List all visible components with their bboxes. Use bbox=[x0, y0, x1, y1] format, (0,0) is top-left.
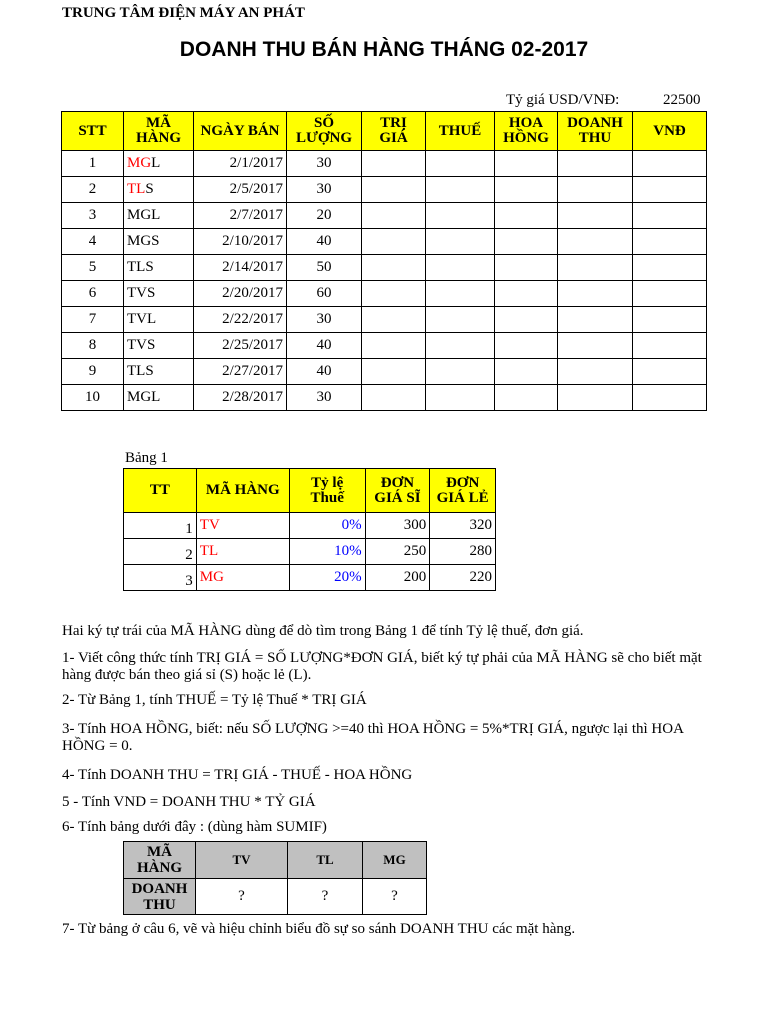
bang1-cell-don-gia-si[interactable]: 300 bbox=[365, 513, 430, 539]
cell-doanh-thu[interactable] bbox=[558, 307, 633, 333]
cell-ma-hang[interactable]: TLS bbox=[124, 359, 194, 385]
cell-stt[interactable]: 1 bbox=[62, 151, 124, 177]
cell-hoa-hong[interactable] bbox=[495, 151, 558, 177]
bang1-header-don-gia-si: ĐƠN GIÁ SĨ bbox=[365, 469, 430, 513]
cell-doanh-thu[interactable] bbox=[558, 255, 633, 281]
cell-hoa-hong[interactable] bbox=[495, 385, 558, 411]
table-row bbox=[62, 359, 707, 385]
bang1-row bbox=[124, 513, 496, 539]
cell-thue[interactable] bbox=[426, 385, 495, 411]
cell-ngay-ban[interactable]: 2/25/2017 bbox=[194, 333, 287, 359]
summary-row-header-doanh-thu: DOANH THU bbox=[124, 879, 196, 915]
cell-ma-hang[interactable]: MGS bbox=[124, 229, 194, 255]
instruction-2: 2- Từ Bảng 1, tính THUẾ = Tỷ lệ Thuế * TRỊ GIÁ bbox=[62, 692, 367, 708]
bang1-cell-don-gia-si[interactable]: 200 bbox=[365, 565, 430, 591]
summary-col-tl: TL bbox=[288, 842, 363, 879]
sales-table bbox=[61, 111, 707, 411]
bang1-cell-ty-le[interactable]: 10% bbox=[289, 539, 365, 565]
instruction-1: 1- Viết công thức tính TRỊ GIÁ = SỐ LƯỢNG*ĐƠN GIÁ, biết ký tự phải của MÃ HÀNG sẽ cho biết mặt hàng được bán theo giá sỉ (S) hoặc lẻ (L). bbox=[62, 650, 702, 683]
cell-doanh-thu[interactable] bbox=[558, 203, 633, 229]
cell-so-luong[interactable]: 30 bbox=[287, 385, 362, 411]
cell-thue[interactable] bbox=[426, 255, 495, 281]
cell-vnd[interactable] bbox=[633, 333, 707, 359]
bang1-label: Bảng 1 bbox=[125, 450, 168, 466]
cell-vnd[interactable] bbox=[633, 203, 707, 229]
cell-hoa-hong[interactable] bbox=[495, 229, 558, 255]
cell-stt[interactable]: 3 bbox=[62, 203, 124, 229]
cell-stt[interactable]: 2 bbox=[62, 177, 124, 203]
cell-tri-gia[interactable] bbox=[362, 385, 426, 411]
table-row bbox=[62, 203, 707, 229]
table-row bbox=[62, 151, 707, 177]
cell-thue[interactable] bbox=[426, 229, 495, 255]
instruction-6: 6- Tính bảng dưới đây : (dùng hàm SUMIF) bbox=[62, 819, 327, 835]
cell-tri-gia[interactable] bbox=[362, 203, 426, 229]
cell-ngay-ban[interactable]: 2/14/2017 bbox=[194, 255, 287, 281]
cell-vnd[interactable] bbox=[633, 307, 707, 333]
cell-thue[interactable] bbox=[426, 177, 495, 203]
summary-row-header-ma-hang: MÃ HÀNG bbox=[124, 842, 196, 879]
cell-ma-hang[interactable]: TVL bbox=[124, 307, 194, 333]
cell-tri-gia[interactable] bbox=[362, 307, 426, 333]
cell-so-luong[interactable]: 40 bbox=[287, 333, 362, 359]
cell-ngay-ban[interactable]: 2/28/2017 bbox=[194, 385, 287, 411]
bang1-header-ma-hang: MÃ HÀNG bbox=[196, 469, 289, 513]
cell-vnd[interactable] bbox=[633, 229, 707, 255]
cell-ngay-ban[interactable]: 2/27/2017 bbox=[194, 359, 287, 385]
company-name: TRUNG TÂM ĐIỆN MÁY AN PHÁT bbox=[62, 5, 305, 21]
cell-thue[interactable] bbox=[426, 307, 495, 333]
summary-col-mg: MG bbox=[363, 842, 427, 879]
header-ma-hang: MÃ HÀNG bbox=[124, 112, 194, 151]
instruction-7: 7- Từ bảng ở câu 6, vẽ và hiệu chỉnh biểu đồ sự so sánh DOANH THU các mặt hàng. bbox=[62, 921, 576, 937]
cell-stt[interactable]: 9 bbox=[62, 359, 124, 385]
cell-ma-hang[interactable]: TLS bbox=[124, 255, 194, 281]
header-hoa-hong: HOA HỒNG bbox=[495, 112, 558, 151]
cell-ngay-ban[interactable]: 2/5/2017 bbox=[194, 177, 287, 203]
cell-vnd[interactable] bbox=[633, 255, 707, 281]
table-row bbox=[62, 333, 707, 359]
cell-so-luong[interactable]: 60 bbox=[287, 281, 362, 307]
bang1-table bbox=[123, 468, 496, 591]
bang1-cell-ty-le[interactable]: 20% bbox=[289, 565, 365, 591]
cell-so-luong[interactable]: 20 bbox=[287, 203, 362, 229]
cell-ngay-ban[interactable]: 2/20/2017 bbox=[194, 281, 287, 307]
cell-vnd[interactable] bbox=[633, 151, 707, 177]
instruction-5: 5 - Tính VND = DOANH THU * TỶ GIÁ bbox=[62, 794, 316, 810]
bang1-cell-don-gia-le[interactable]: 320 bbox=[430, 513, 496, 539]
summary-col-tv: TV bbox=[196, 842, 288, 879]
table-row bbox=[62, 229, 707, 255]
cell-hoa-hong[interactable] bbox=[495, 255, 558, 281]
cell-so-luong[interactable]: 30 bbox=[287, 177, 362, 203]
cell-stt[interactable]: 10 bbox=[62, 385, 124, 411]
table-row bbox=[62, 177, 707, 203]
bang1-cell-don-gia-si[interactable]: 250 bbox=[365, 539, 430, 565]
cell-so-luong[interactable]: 30 bbox=[287, 151, 362, 177]
cell-doanh-thu[interactable] bbox=[558, 385, 633, 411]
bang1-cell-ma-hang[interactable]: TL bbox=[196, 539, 289, 565]
table-row bbox=[62, 385, 707, 411]
exchange-rate-label: Tỷ giá USD/VNĐ: bbox=[506, 92, 620, 108]
cell-doanh-thu[interactable] bbox=[558, 281, 633, 307]
summary-value-row bbox=[124, 879, 427, 915]
bang1-cell-tt[interactable]: 2 bbox=[124, 539, 197, 565]
summary-value-tl[interactable]: ? bbox=[288, 879, 363, 915]
cell-stt[interactable]: 6 bbox=[62, 281, 124, 307]
header-doanh-thu: DOANH THU bbox=[558, 112, 633, 151]
cell-ma-hang[interactable]: MGL bbox=[124, 151, 194, 177]
cell-vnd[interactable] bbox=[633, 359, 707, 385]
cell-ngay-ban[interactable]: 2/7/2017 bbox=[194, 203, 287, 229]
cell-ngay-ban[interactable]: 2/1/2017 bbox=[194, 151, 287, 177]
cell-so-luong[interactable]: 40 bbox=[287, 229, 362, 255]
summary-header-row bbox=[124, 842, 427, 879]
cell-ngay-ban[interactable]: 2/10/2017 bbox=[194, 229, 287, 255]
bang1-row bbox=[124, 539, 496, 565]
cell-ngay-ban[interactable]: 2/22/2017 bbox=[194, 307, 287, 333]
cell-vnd[interactable] bbox=[633, 281, 707, 307]
cell-thue[interactable] bbox=[426, 151, 495, 177]
cell-doanh-thu[interactable] bbox=[558, 359, 633, 385]
table-row bbox=[62, 255, 707, 281]
header-ngay-ban: NGÀY BÁN bbox=[194, 112, 287, 151]
bang1-header-tt: TT bbox=[124, 469, 197, 513]
exchange-rate-value: 22500 bbox=[663, 92, 701, 108]
cell-stt[interactable]: 8 bbox=[62, 333, 124, 359]
cell-so-luong[interactable]: 40 bbox=[287, 359, 362, 385]
cell-so-luong[interactable]: 50 bbox=[287, 255, 362, 281]
summary-table bbox=[123, 841, 427, 915]
cell-doanh-thu[interactable] bbox=[558, 151, 633, 177]
bang1-header-don-gia-le: ĐƠN GIÁ LẺ bbox=[430, 469, 496, 513]
bang1-cell-tt[interactable]: 1 bbox=[124, 513, 197, 539]
cell-hoa-hong[interactable] bbox=[495, 203, 558, 229]
cell-stt[interactable]: 5 bbox=[62, 255, 124, 281]
cell-tri-gia[interactable] bbox=[362, 229, 426, 255]
cell-thue[interactable] bbox=[426, 359, 495, 385]
sales-table-header bbox=[62, 112, 707, 151]
table-row bbox=[62, 281, 707, 307]
bang1-cell-ma-hang[interactable]: MG bbox=[196, 565, 289, 591]
cell-stt[interactable]: 4 bbox=[62, 229, 124, 255]
bang1-cell-don-gia-le[interactable]: 280 bbox=[430, 539, 496, 565]
cell-doanh-thu[interactable] bbox=[558, 177, 633, 203]
cell-ma-hang[interactable]: TLS bbox=[124, 177, 194, 203]
cell-thue[interactable] bbox=[426, 333, 495, 359]
cell-tri-gia[interactable] bbox=[362, 333, 426, 359]
bang1-cell-tt[interactable]: 3 bbox=[124, 565, 197, 591]
cell-thue[interactable] bbox=[426, 281, 495, 307]
table-row bbox=[62, 307, 707, 333]
instruction-intro: Hai ký tự trái của MÃ HÀNG dùng để dò tìm trong Bảng 1 để tính Tỷ lệ thuế, đơn giá. bbox=[62, 623, 584, 639]
summary-value-tv[interactable]: ? bbox=[196, 879, 288, 915]
bang1-header bbox=[124, 469, 496, 513]
header-thue: THUẾ bbox=[426, 112, 495, 151]
instruction-4: 4- Tính DOANH THU = TRỊ GIÁ - THUẾ - HOA HỒNG bbox=[62, 767, 413, 783]
cell-hoa-hong[interactable] bbox=[495, 333, 558, 359]
header-vnd: VNĐ bbox=[633, 112, 707, 151]
header-so-luong: SỐ LƯỢNG bbox=[287, 112, 362, 151]
cell-hoa-hong[interactable] bbox=[495, 307, 558, 333]
cell-ma-hang[interactable]: TVS bbox=[124, 333, 194, 359]
cell-hoa-hong[interactable] bbox=[495, 359, 558, 385]
cell-hoa-hong[interactable] bbox=[495, 281, 558, 307]
cell-tri-gia[interactable] bbox=[362, 359, 426, 385]
bang1-header-ty-le: Tỷ lệ Thuế bbox=[289, 469, 365, 513]
cell-thue[interactable] bbox=[426, 203, 495, 229]
page-title: DOANH THU BÁN HÀNG THÁNG 02-2017 bbox=[179, 38, 589, 61]
cell-ma-hang[interactable]: MGL bbox=[124, 203, 194, 229]
cell-so-luong[interactable]: 30 bbox=[287, 307, 362, 333]
cell-hoa-hong[interactable] bbox=[495, 177, 558, 203]
cell-ma-hang[interactable]: TVS bbox=[124, 281, 194, 307]
cell-tri-gia[interactable] bbox=[362, 151, 426, 177]
bang1-cell-don-gia-le[interactable]: 220 bbox=[430, 565, 496, 591]
bang1-cell-ma-hang[interactable]: TV bbox=[196, 513, 289, 539]
header-stt: STT bbox=[62, 112, 124, 151]
cell-ma-hang[interactable]: MGL bbox=[124, 385, 194, 411]
cell-doanh-thu[interactable] bbox=[558, 333, 633, 359]
bang1-cell-ty-le[interactable]: 0% bbox=[289, 513, 365, 539]
summary-value-mg[interactable]: ? bbox=[363, 879, 427, 915]
cell-vnd[interactable] bbox=[633, 385, 707, 411]
cell-stt[interactable]: 7 bbox=[62, 307, 124, 333]
instruction-3: 3- Tính HOA HỒNG, biết: nếu SỐ LƯỢNG >=40 thì HOA HỒNG = 5%*TRỊ GIÁ, ngược lại thì HOA HỒNG = 0. bbox=[62, 721, 684, 754]
bang1-row bbox=[124, 565, 496, 591]
cell-tri-gia[interactable] bbox=[362, 281, 426, 307]
cell-tri-gia[interactable] bbox=[362, 255, 426, 281]
cell-vnd[interactable] bbox=[633, 177, 707, 203]
cell-doanh-thu[interactable] bbox=[558, 229, 633, 255]
cell-tri-gia[interactable] bbox=[362, 177, 426, 203]
header-tri-gia: TRỊ GIÁ bbox=[362, 112, 426, 151]
